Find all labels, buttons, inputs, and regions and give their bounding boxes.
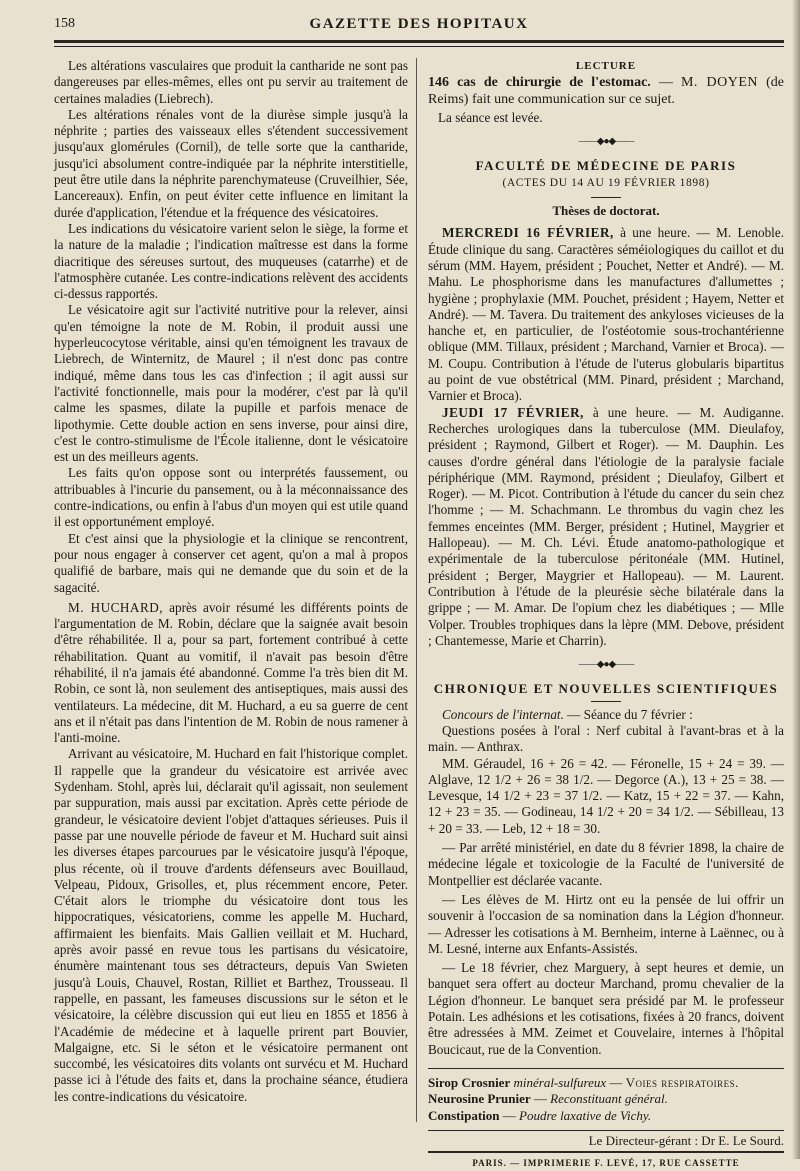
- dash: —: [499, 1107, 520, 1123]
- lecture-author: M. DOYEN: [680, 75, 759, 91]
- day-label: MERCREDI 16 FÉVRIER,: [442, 225, 614, 241]
- ad-line: [428, 1108, 784, 1124]
- page-edge-shadow: [792, 0, 800, 1159]
- footer-rule-thick: [428, 1151, 784, 1153]
- paragraph: Et c'est ainsi que la physiologie et la clinique se rencontrent, pour nous engager à conserver cet agent, qu'on a mal à propos qualifié de barbare, mais qui ne demande que du soin et de la sagacité.: [54, 530, 408, 595]
- ad-product: Constipation: [428, 1107, 500, 1123]
- scores-paragraph: MM. Géraudel, 16 + 26 = 42. — Féronelle, 15 + 24 = 39. — Alglave, 12 1/2 + 26 = 38 1/2. — Degorce (A.), 13 + 25 = 38. — Levesque, 14 1/2 + 23 = 37 1/2. — Katz, 15 + 22 = 37. — Kahn, 12 + 23 = 35. — Godineau, 14 1/2 + 20 = 34 1/2. — Sébilleau, 13 + 20 = 33. — Leb, 12 + 18 = 30.: [428, 755, 784, 836]
- paragraph: Les altérations rénales vont de la diurèse simple jusqu'à la néphrite ; parties des vaisseaux elles s'étendent successivement jusqu'aux glomérules (Cornil), de telle sorte que la cantharide, jusqu'ici absolument contre-indiquée par la néphrite interstitielle, peut être utile dans la néphrite parenchymateuse (Cruveilhier, Sée, Lancereaux). Enfin, on peut éviter cette influence en limitant la durée d'application, l'étendue et la fréquence des vésicatoires.: [54, 106, 408, 220]
- footer-rule: [428, 1130, 784, 1131]
- short-rule: [591, 701, 621, 702]
- huchard-paragraph: [54, 600, 408, 747]
- theses-heading: Thèses de doctorat.: [552, 203, 660, 219]
- lecture-text: (de Reims) fait une communication sur ce sujet.: [428, 75, 784, 107]
- ad-line: [428, 1091, 784, 1107]
- ad-product: Sirop Crosnier: [428, 1074, 511, 1090]
- ad-use: Poudre laxative de Vichy.: [519, 1107, 652, 1123]
- short-rule: [591, 197, 621, 198]
- thursday-entry: [428, 405, 784, 649]
- lecture-entry: [428, 75, 784, 108]
- ad-description: minéral-sulfureux: [510, 1074, 607, 1090]
- paragraph: — Les élèves de M. Hirtz ont eu la pensée de lui offrir un souvenir à l'occasion de sa nomination dans la Légion d'honneur. — Adresser les cotisations à M. Bernheim, interne à Laënnec, ou à M. Lesné, interne aux Enfants-Assistés.: [428, 891, 784, 956]
- ad-use: Voies respiratoires.: [625, 1074, 739, 1090]
- column-divider: [416, 58, 417, 1122]
- entry-text: à une heure. — M. Audiganne. Recherches urologiques dans la tuberculose (MM. Dieulafoy, président ; Raymond, Gilbert et Roger). — M. Dauphin. Les causes d'ordre général dans l'étiologie de la paralysie faciale périphérique (MM. Raymond, président ; Dieulafoy, Gilbert et Roger). — M. Picot. Contribution à l'étude du cancer du sein chez l'homme ; — M. Schachmann. Le thrombus du vagin chez les femmes enceintes (MM. Berger, président ; Hutinel, Maygrier et Hallopeau). — M. Ch. Lévi. Étude anatomo-pathologique et expérimentale de la tuberculose péritonéale (MM. Hutinel, président ; Berger, Maygrier et Hallopeau). — M. Laurent. Contribution à l'étude de la pleurésie sèche bilatérale dans la grippe ; — M. Amar. De l'opium chez les diabétiques ; — Mlle Volper. Troubles trophiques dans la lèpre (MM. Debove, président ; Chantemesse, Marie et Charrin).: [428, 404, 785, 648]
- concours-title: Concours de l'internat.: [442, 706, 564, 722]
- paragraph: Les altérations vasculaires que produit la cantharide ne sont pas dangereuses par elles-mêmes, elles ont pu servir au traitement de certaines maladies (Liebrech).: [54, 58, 408, 106]
- printer-line: PARIS. — IMPRIMERIE F. LEVÉ, 17, RUE CASSETTE: [472, 1158, 740, 1169]
- paragraph: — Par arrêté ministériel, en date du 8 février 1898, la chaire de médecine légale et toxicologie de la Faculté de l'université de Montpellier est déclarée vacante.: [428, 840, 784, 888]
- journal-title: GAZETTE DES HOPITAUX: [309, 16, 529, 32]
- ornament-divider: ——◆●◆——: [578, 659, 634, 671]
- paragraph: Le vésicatoire agit sur l'activité nutritive pour la relever, ainsi qu'en témoigne la note de M. Robin, il produit aussi une hyperleucocytose véritable, ainsi qu'en témoignent les travaux de Liebrech, de Winternitz, de Maurel ; il n'est donc pas contre indiqué, même dans tous les cas d'infection ; il agit aussi sur l'activité fonctionnelle, mais pour la modérer, c'est par là qu'il calme les spasmes, dilate la pupille et parfois menace de lipothymie. Cette double action en sens inverse, pour ainsi dire, c'est le contro-stimulisme de l'École italienne, dont le vésicatoire est un des meilleurs agents.: [54, 302, 408, 465]
- ad-line: [428, 1075, 784, 1091]
- director-signature: Le Directeur-gérant : Dr E. Le Sourd.: [588, 1132, 784, 1148]
- wednesday-entry: [428, 225, 784, 404]
- seance-closed: La séance est levée.: [438, 109, 543, 125]
- paragraph: Les faits qu'on oppose sont ou interprétés faussement, ou attribuables à l'incurie du pansement, ou à la méconnaissance des contre-indications, ou enfin à l'abus d'un moyen qui est utile quand il est opportunément employé.: [54, 465, 408, 530]
- ad-use: Reconstituant général.: [550, 1091, 668, 1107]
- day-label: JEUDI 17 FÉVRIER,: [442, 404, 584, 420]
- faculty-heading: FACULTÉ DE MÉDECINE DE PARIS: [475, 158, 737, 174]
- dash: —: [606, 1074, 626, 1090]
- ad-product: Neurosine Prunier: [428, 1091, 531, 1107]
- speaker-name: M. HUCHARD,: [68, 599, 164, 615]
- ornament-divider: ——◆●◆——: [578, 136, 634, 148]
- paragraph: Les indications du vésicatoire varient selon le siège, la forme et la nature de la maladie ; l'indication maîtresse est dans la forme diacritique des séreuses surtout, des muqueuses (catarrhe) et de l'atmosphère cutanée. Les contre-indications relèvent des accidents ci-dessus rapportés.: [54, 220, 408, 302]
- lecture-heading: LECTURE: [575, 60, 637, 72]
- concours-text: — Séance du 7 février :: [563, 706, 693, 722]
- dash: —: [650, 75, 681, 91]
- paragraph-text: après avoir résumé les différents points de l'argumentation de M. Robin, déclare que la saignée avait besoin d'être réhabilitée. Il a, pour sa part, fortement contribué à cette réhabilitation. Quant au vomitif, il n'avait pas besoin d'être réhabilité, il n'a jamais été abandonné. Comme l'a très bien dit M. Robin, ce sont là, non seulement des antiseptiques, mais aussi des ventilateurs. La médecine, dit M. Huchard, a eu sa guerre de cent ans et il n'était pas dans l'intention de M. Robin de nous ramener à l'anti-moine.: [54, 599, 408, 746]
- paragraph: Arrivant au vésicatoire, M. Huchard en fait l'historique complet. Il rappelle que la grandeur du vésicatoire est arrivée avec Sydenham. Stohl, après lui, déclarait qu'il agissait, non seulement par suppuration, mais aussi par excitation. Après cette période de grandeur, le vésicatoire devient l'objet d'attaques sérieuses. Puis il passe par une nouvelle période de faveur et M. Huchard suit ainsi les diverses étapes parcourues par le vésicatoire jusqu'à l'époque, plus récente, où il trouve d'ardents défenseurs avec Bouillaud, Velpeau, Pidoux, Grisolles, et, plus récemment encore, Peter. C'était alors le triomphe du vésicatoire dont tous les hippocratiques, vésicatoriens, comme les appelle M. Huchard, affirmaient les bienfaits. Mais Gallien veillait et M. Huchard, après avoir passé en revue tous les partisans du vésicatoire, énumère maintenant tous ses détracteurs, depuis Van Swieten jusqu'à Louis, Chauvel, Rostan, Rilliet et Barthez, Trousseau. Il rappelle, en passant, les fameuses discussions sur le séton et le vésicatoire, la célèbre discussion qui eut lieu en 1855 et 1856 à l'Académie de médecine et à laquelle prirent part Bouvier, Malgaigne, etc. Si le séton et le vésicatoire permanent ont succombé, les vésicatoires dits volants ont survécu et M. Huchard passe ici à l'étude des faits et, dans la prochaine séance, étudiera les contre-indications du vésicatoire.: [54, 746, 408, 1104]
- header-rule-thin: [54, 46, 784, 47]
- right-column: [428, 58, 784, 1171]
- lecture-title: 146 cas de chirurgie de l'estomac.: [428, 75, 651, 91]
- advertisements: [428, 1068, 784, 1124]
- chronicle-heading: CHRONIQUE ET NOUVELLES SCIENTIFIQUES: [433, 681, 779, 697]
- concours-entry: [428, 707, 784, 723]
- page-header: [54, 14, 784, 36]
- paragraph: Questions posées à l'oral : Nerf cubital à l'avant-bras et à la main. — Anthrax.: [428, 722, 784, 755]
- page-number: 158: [54, 16, 75, 31]
- header-rule: [54, 40, 784, 43]
- faculty-subheading: (ACTES DU 14 AU 19 FÉVRIER 1898): [502, 176, 710, 189]
- dash: —: [530, 1091, 551, 1107]
- entry-text: à une heure. — M. Lenoble. Étude clinique du sang. Caractères séméiologiques du caillot et du sérum (MM. Hayem, président ; Pouchet, Netter et André). — M. Mahu. Le phosphorisme dans les manufactures d'allumettes ; hygiène ; prophylaxie (MM. Pouchet, président ; Hayem, Netter et André). — M. Tavera. Du traitement des ankyloses vicieuses de la hanche et, en particulier, de l'ostéotomie sous-trochantérienne oblique (MM. Tillaux, président ; Marchand, Varnier et Broca). — M. Coupu. Contribution à l'étude de l'uterus globularis bipartitus au point de vue obstétrical (MM. Pinard, président ; Marchand, Varnier et Broca).: [428, 225, 784, 404]
- left-column: [54, 58, 408, 1105]
- paragraph: — Le 18 février, chez Marguery, à sept heures et demie, un banquet sera offert au docteur Marchand, promu chevalier de la Légion d'honneur. Le banquet sera présidé par M. le professeur Potain. Les adhésions et les cotisations, fixées à 20 francs, doivent être adressées à MM. Zeimet et Couvelaire, internes à l'hôpital Boucicaut, rue de la Convention.: [428, 960, 784, 1057]
